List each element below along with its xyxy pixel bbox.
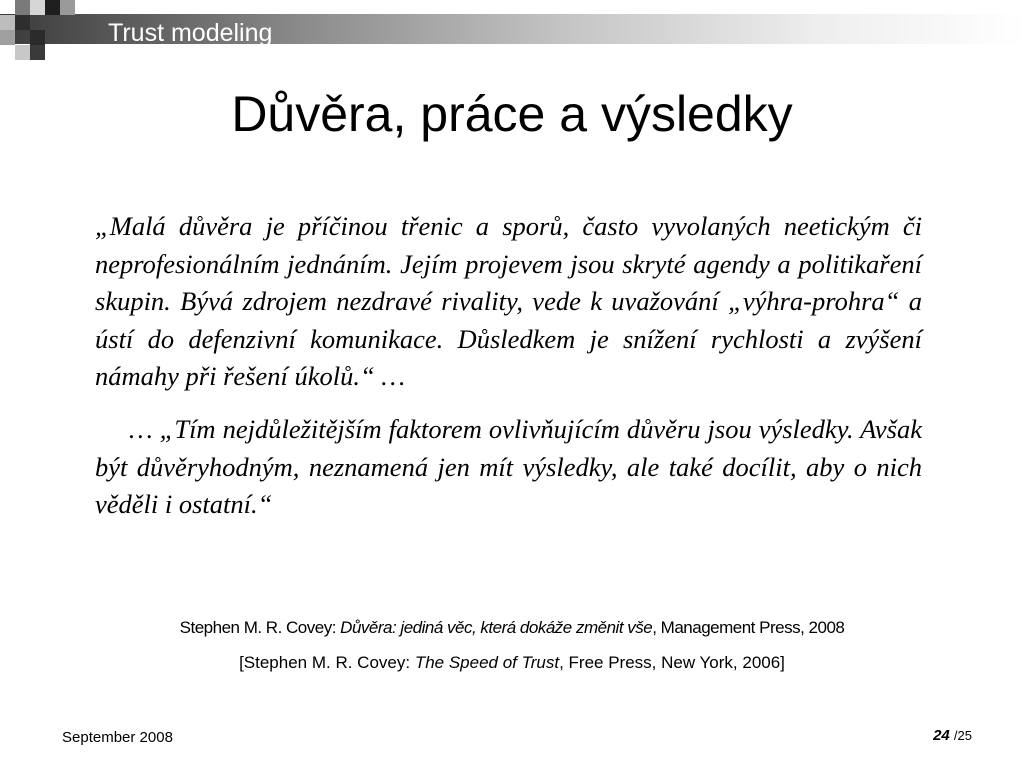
deco-square — [0, 30, 15, 45]
citation-book-title: The Speed of Trust — [414, 653, 560, 672]
citation-english — [0, 652, 1024, 674]
page-number — [933, 727, 972, 745]
header-title: Trust modeling — [108, 19, 273, 47]
deco-square — [30, 45, 45, 60]
citation-book-title: Důvěra: jediná věc, která dokáže změnit vše — [340, 618, 653, 637]
citation-prefix: [Stephen M. R. Covey: — [239, 653, 415, 672]
deco-square — [60, 0, 75, 15]
deco-square — [15, 45, 30, 60]
deco-square — [15, 15, 30, 30]
page-total: /25 — [953, 728, 972, 743]
citation-czech — [0, 617, 1024, 639]
citation-author: Stephen M. R. Covey: — [179, 618, 341, 637]
citation-publisher: , Management Press, 2008 — [652, 618, 845, 637]
citation-suffix: , Free Press, New York, 2006] — [559, 653, 785, 672]
deco-square — [45, 0, 60, 15]
quote-paragraph: „Malá důvěra je příčinou třenic a sporů, často vyvolaných neetickým či neprofesionálním jednáním. Jejím projevem jsou skryté agendy a politikaření skupin. Bývá zdrojem nezdravé rivality, vede k uvažování „výhra-prohra“ a ústí do defenzivní komunikace. Důsledkem je snížení rychlosti a zvýšení námahy při řešení úkolů.“ … — [95, 211, 922, 392]
quote-paragraph: … „Tím nejdůležitějším faktorem ovlivňujícím důvěru jsou výsledky. Avšak být důvěryhodným, neznamená jen mít výsledky, ale také docílit, aby o nich věděli i ostatní.“ — [95, 413, 922, 520]
page-current: 24 — [933, 727, 950, 744]
footer-date: September 2008 — [62, 729, 173, 746]
deco-square — [15, 0, 30, 15]
deco-square — [30, 0, 45, 15]
slide-title: Důvěra, práce a výsledky — [231, 86, 793, 142]
deco-square — [30, 30, 45, 45]
quote-block — [95, 208, 922, 524]
deco-square — [0, 15, 15, 30]
